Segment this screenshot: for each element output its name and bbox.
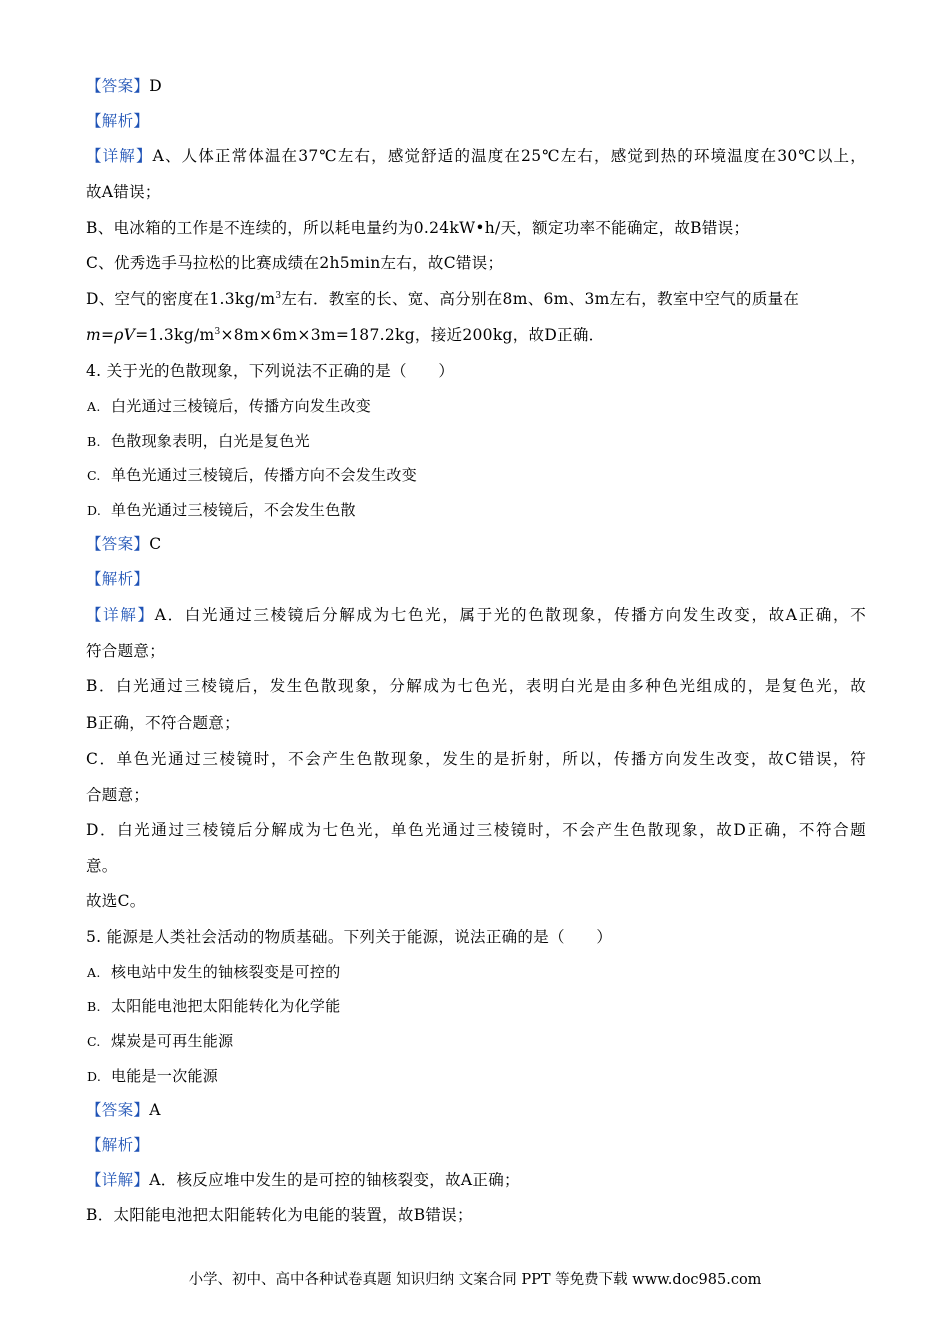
q4-detail-line-2: 符合题意；	[86, 642, 166, 660]
detail-tag: 【详解】	[86, 147, 153, 165]
q3-detail-line-3: B、电冰箱的工作是不连续的，所以耗电量约为0.24kW•h/天，额定功率不能确定，故B错误；	[86, 219, 750, 237]
answer-tag: 【答案】	[86, 77, 150, 95]
q4-option-b: B. 色散现象表明，白光是复色光	[87, 432, 310, 450]
q4-option-d: D. 单色光通过三棱镜后，不会发生色散	[87, 501, 356, 519]
q3-detail-line-6: $m=\rho V=1.3kg/m^3\times 8m\times 6m\times 3m=187.2kg$，接近200kg，故D正确．	[86, 326, 605, 344]
answer-value: A	[149, 1101, 161, 1119]
answer-value: C	[149, 535, 162, 553]
q3-analysis-heading	[86, 111, 866, 131]
q3-answer	[86, 76, 866, 96]
q4-detail-line-7: D．白光通过三棱镜后分解成为七色光，单色光通过三棱镜时，不会产生色散现象，故D正确，不符合题	[86, 821, 866, 839]
q3-detail-line-4: C、优秀选手马拉松的比赛成绩在2h5min左右，故C错误；	[86, 254, 504, 272]
answer-tag: 【答案】	[86, 1101, 150, 1119]
q4-answer	[86, 534, 866, 554]
q4-detail-line-5: C．单色光通过三棱镜时，不会产生色散现象，发生的是折射，所以，传播方向发生改变，故C错误，符	[86, 750, 866, 768]
q3-detail-line-2: 故A错误；	[86, 183, 161, 201]
q5-option-a: A. 核电站中发生的铀核裂变是可控的	[87, 963, 341, 981]
q5-analysis-heading	[86, 1135, 866, 1155]
q5-detail-line-1: 【详解】A．核反应堆中发生的是可控的铀核裂变，故A正确；	[86, 1171, 520, 1189]
q4-detail-line-8: 意。	[86, 857, 118, 875]
q4-analysis-heading	[86, 569, 866, 589]
q5-option-d: D. 电能是一次能源	[87, 1067, 219, 1085]
q4-detail-line-6: 合题意；	[86, 786, 150, 804]
detail-tag: 【详解】	[86, 1171, 150, 1189]
page-footer: 小学、初中、高中各种试卷真题 知识归纳 文案合同 PPT 等免费下载 www.doc985.com	[188, 1272, 762, 1288]
q5-option-b: B. 太阳能电池把太阳能转化为化学能	[87, 997, 341, 1015]
q3-detail-line-5: D、空气的密度在$1.3kg/m^3$左右．教室的长、宽、高分别在8m、6m、3m左右，教室中空气的质量在	[86, 290, 800, 308]
analysis-tag: 【解析】	[86, 570, 150, 588]
q3-detail-line-1: 【详解】A、人体正常体温在37℃左右，感觉舒适的温度在25℃左右，感觉到热的环境温度在30℃以上，	[86, 147, 866, 165]
q5-option-c: C. 煤炭是可再生能源	[87, 1032, 234, 1050]
detail-tag: 【详解】	[86, 606, 155, 624]
q4-conclusion: 故选C。	[86, 892, 146, 910]
q5-answer	[86, 1100, 866, 1120]
answer-value: D	[149, 77, 162, 95]
q4-detail-line-1: 【详解】A．白光通过三棱镜后分解成为七色光，属于光的色散现象，传播方向发生改变，故A正确，不	[86, 606, 866, 624]
analysis-tag: 【解析】	[86, 1136, 150, 1154]
q4-option-a: A. 白光通过三棱镜后，传播方向发生改变	[87, 397, 372, 415]
q4-detail-line-3: B．白光通过三棱镜后，发生色散现象，分解成为七色光，表明白光是由多种色光组成的，是复色光，故	[86, 677, 866, 695]
q5-detail-line-2: B．太阳能电池把太阳能转化为电能的装置，故B错误；	[86, 1206, 473, 1224]
analysis-tag: 【解析】	[86, 112, 150, 130]
q4-detail-line-4: B正确，不符合题意；	[86, 714, 240, 732]
q4-option-c: C. 单色光通过三棱镜后，传播方向不会发生改变	[87, 466, 418, 484]
q5-question: 5. 能源是人类社会活动的物质基础。下列关于能源，说法正确的是（ ）	[86, 928, 613, 946]
q4-question: 4. 关于光的色散现象，下列说法不正确的是（ ）	[86, 362, 455, 380]
answer-tag: 【答案】	[86, 535, 150, 553]
